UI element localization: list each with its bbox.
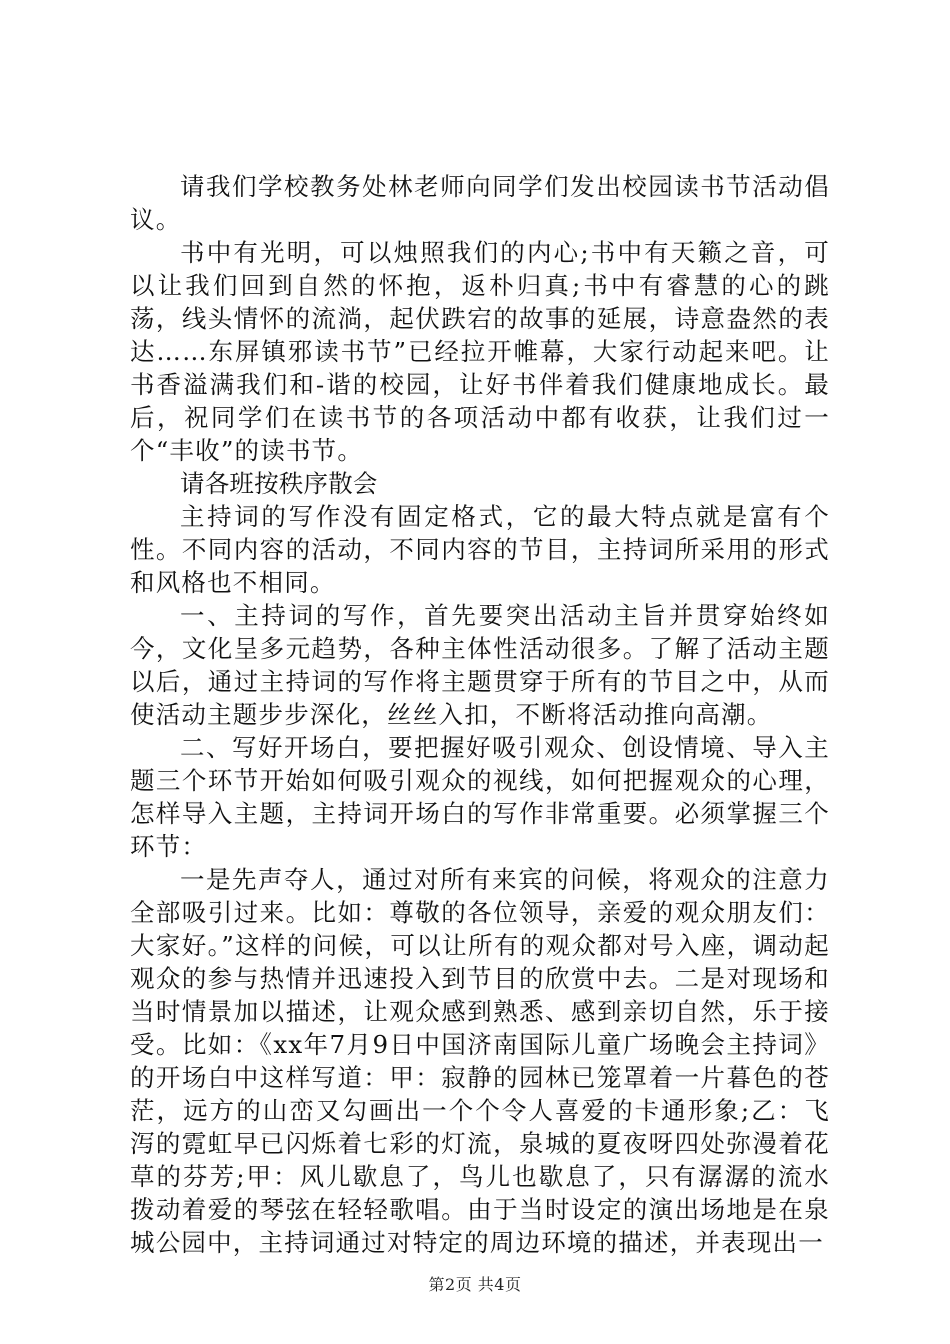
page-number-footer: 第2页 共4页 xyxy=(428,1275,522,1294)
paragraph-opening-examples: 一是先声夺人，通过对所有来宾的问候，将观众的注意力全部吸引过来。比如：尊敬的各位领导，亲爱的观众朋友们：大家好。”这样的问候，可以让所有的观众都对号入座，调动起观众的参与热情并迅速投入到节目的欣赏中去。二是对现场和当时情景加以描述，让观众感到熟悉、感到亲切自然，乐于接受。比如：《xx年7月9日中国济南国际儿童广场晚会主持词》的开场白中这样写道：甲：寂静的园林已笼罩着一片暮色的苍茫，远方的山峦又勾画出一个个令人喜爱的卡通形象;乙：飞泻的霓虹早已闪烁着七彩的灯流，泉城的夏夜呀四处弥漫着花草的芬芳;甲：风儿歇息了，鸟儿也歇息了，只有潺潺的流水拨动着爱的琴弦在轻轻歌唱。由于当时设定的演出场地是在泉城公园中，主持词通过对特定的周边环境的描述，并表现出一 xyxy=(130,865,830,1257)
paragraph-point-two: 二、写好开场白，要把握好吸引观众、创设情境、导入主题三个环节开始如何吸引观众的视线，如何把握观众的心理，怎样导入主题，主持词开场白的写作非常重要。必须掌握三个环节： xyxy=(130,733,830,861)
paragraph-proposal-intro: 请我们学校教务处林老师向同学们发出校园读书节活动倡议。 xyxy=(130,172,830,234)
paragraph-dismissal: 请各班按秩序散会 xyxy=(180,469,378,498)
paragraph-point-one: 一、主持词的写作，首先要突出活动主旨并贯穿始终如今，文化呈多元趋势，各种主体性活动很多。了解了活动主题以后，通过主持词的写作将主题贯穿于所有的节目之中，从而使活动主题步步深化，丝丝入扣，不断将活动推向高潮。 xyxy=(130,601,830,729)
paragraph-reading-festival: 书中有光明，可以烛照我们的内心;书中有天籁之音，可以让我们回到自然的怀抱，返朴归真;书中有睿慧的心的跳荡，线头情怀的流淌，起伏跌宕的故事的延展，诗意盎然的表达……东屏镇邪读书节”已经拉开帷幕，大家行动起来吧。让书香溢满我们和-谐的校园，让好书伴着我们健康地成长。最后，祝同学们在读书节的各项活动中都有收获，让我们过一个“丰收”的读书节。 xyxy=(130,238,830,465)
paragraph-host-script-overview: 主持词的写作没有固定格式，它的最大特点就是富有个性。不同内容的活动，不同内容的节目，主持词所采用的形式和风格也不相同。 xyxy=(130,502,830,597)
document-body xyxy=(130,170,830,1259)
